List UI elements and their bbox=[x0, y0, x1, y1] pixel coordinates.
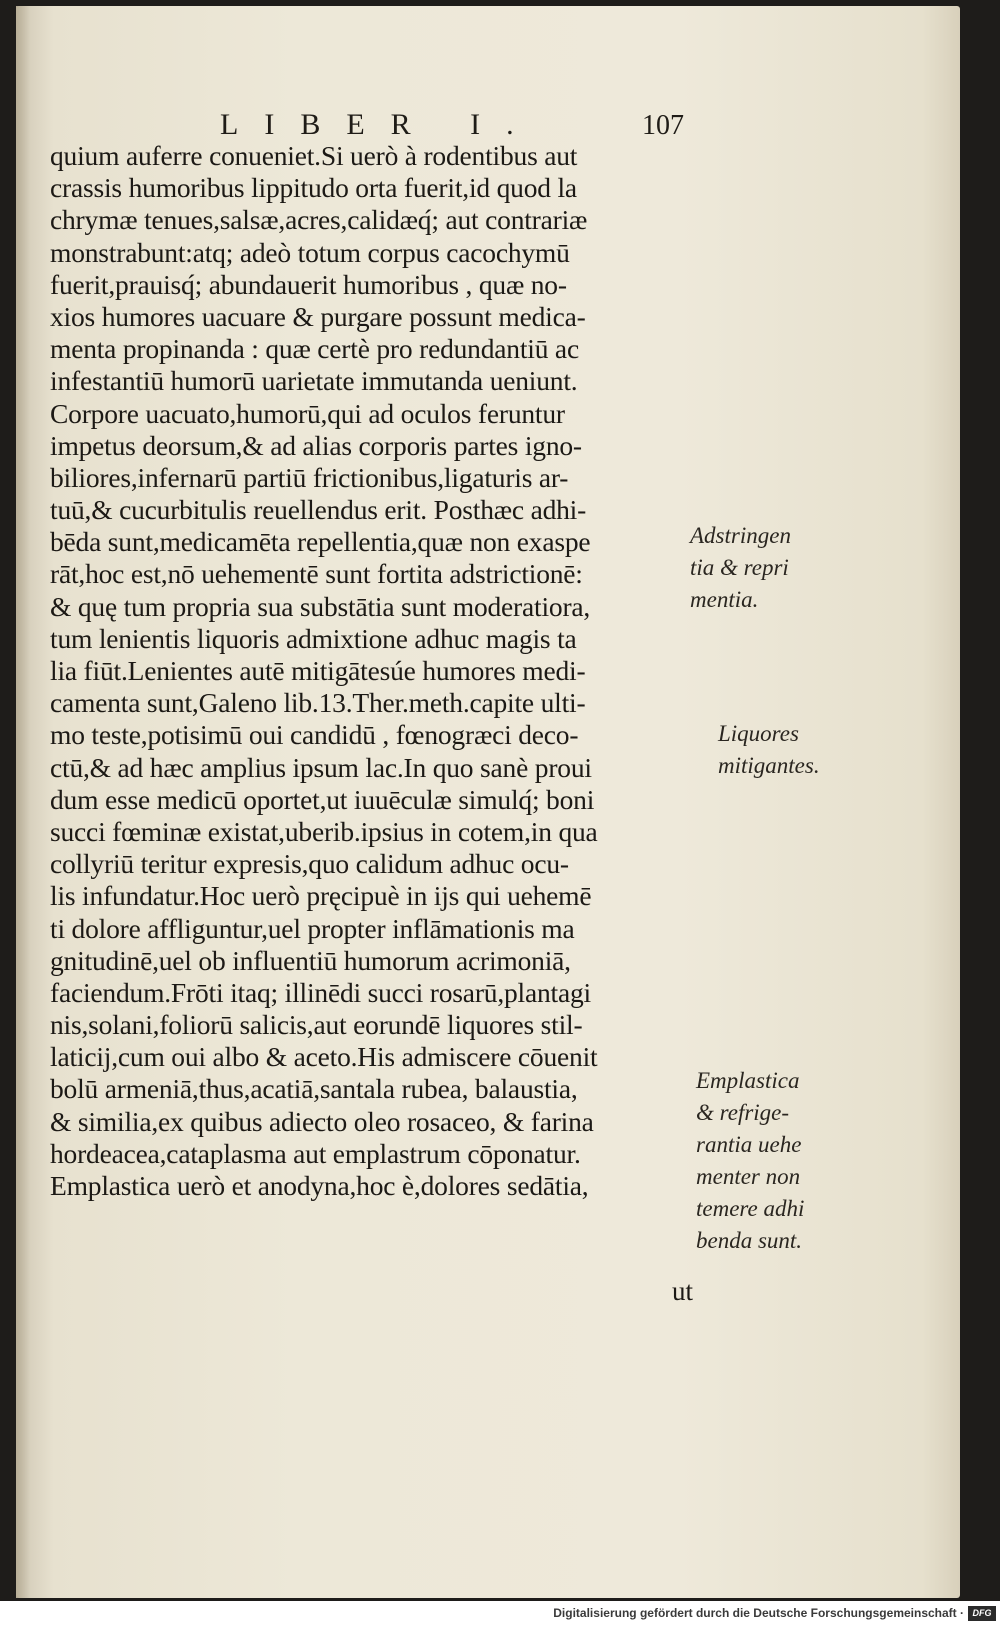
dfg-logo: DFG bbox=[968, 1606, 996, 1621]
text-line: succi fœminæ existat,uberib.ipsius in cotem,in qua bbox=[50, 815, 598, 847]
marginal-line: tia & repri bbox=[690, 555, 789, 580]
text-line: mo teste,potisimū oui candidū , fœnogræci deco- bbox=[50, 719, 579, 751]
text-line: Emplastica uerò et anodyna,hoc è,dolores sedātia, bbox=[50, 1170, 589, 1201]
text-line: & similia,ex quibus adiecto oleo rosaceo, & farina bbox=[50, 1105, 594, 1137]
text-line: faciendum.Frōti itaq; illinēdi succi rosarū,plantagi bbox=[50, 976, 591, 1008]
text-line: gnitudinē,uel ob influentiū humorum acrimoniā, bbox=[50, 944, 571, 976]
text-line: ctū,& ad hæc amplius ipsum lac.In quo sanè proui bbox=[50, 751, 592, 783]
text-line: camenta sunt,Galeno lib.13.Ther.meth.capite ulti- bbox=[50, 687, 586, 719]
text-line: chrymæ tenues,salsæ,acres,calidæq́; aut contrariæ bbox=[50, 204, 588, 236]
funding-notice: Digitalisierung gefördert durch die Deutsche Forschungsgemeinschaft · bbox=[553, 1606, 964, 1620]
text-line: bolū armeniā,thus,acatiā,santala rubea, balaustia, bbox=[50, 1073, 578, 1105]
page-number: 107 bbox=[642, 110, 684, 141]
marginal-line: menter non bbox=[696, 1164, 801, 1189]
digitization-footer bbox=[0, 1601, 1000, 1627]
marginal-line: mitigantes. bbox=[718, 753, 820, 778]
text-line: nis,solani,foliorū salicis,aut eorundē liquores stil- bbox=[50, 1009, 583, 1041]
text-line: & quę tum propria sua substātia sunt moderatiora, bbox=[50, 590, 591, 622]
catchword: ut bbox=[672, 1276, 694, 1306]
marginal-line: Liquores bbox=[718, 721, 799, 746]
marginal-line: rantia uehe bbox=[696, 1132, 802, 1157]
marginal-note-liquores bbox=[718, 718, 820, 782]
text-line: impetus deorsum,& ad alias corporis partes igno- bbox=[50, 429, 582, 461]
marginal-line: & refrige- bbox=[696, 1100, 790, 1125]
text-line: laticij,cum oui albo & aceto.His admiscere cōuenit bbox=[50, 1041, 598, 1073]
marginal-note-adstringentia bbox=[690, 520, 791, 616]
marginal-note-emplastica bbox=[696, 1065, 804, 1257]
text-line: tum lenientis liquoris admixtione adhuc magis ta bbox=[50, 622, 577, 654]
marginal-line: mentia. bbox=[690, 587, 759, 612]
text-line: crassis humoribus lippitudo orta fuerit,id quod la bbox=[50, 172, 577, 204]
page-gutter-shadow bbox=[16, 6, 30, 1598]
text-line: tuū,& cucurbitulis reuellendus erit. Posthæc adhi- bbox=[50, 494, 587, 526]
marginal-line: temere adhi bbox=[696, 1196, 805, 1221]
text-line: dum esse medicū oportet,ut iuuēculæ simulq́; boni bbox=[50, 783, 595, 815]
text-line: rāt,hoc est,nō uehementē sunt fortita adstrictionē: bbox=[50, 558, 583, 590]
text-line: monstrabunt:atq; adeò totum corpus cacochymū bbox=[50, 236, 570, 268]
text-line: ti dolore affliguntur,uel propter inflāmationis ma bbox=[50, 912, 575, 944]
marginal-line: Adstringen bbox=[690, 523, 791, 548]
marginal-line: benda sunt. bbox=[696, 1228, 803, 1253]
text-line: infestantiū humorū uarietate immutanda ueniunt. bbox=[50, 365, 578, 397]
marginal-line: Emplastica bbox=[696, 1068, 800, 1093]
text-line: lia fiūt.Lenientes autē mitigātesúe humores medi- bbox=[50, 655, 586, 686]
text-line: menta propinanda : quæ certè pro redundantiū ac bbox=[50, 333, 579, 365]
text-line: Corpore uacuato,humorū,qui ad oculos feruntur bbox=[50, 397, 565, 429]
text-line: quium auferre conueniet.Si uerò à rodentibus aut bbox=[50, 140, 578, 171]
text-line: hordeacea,cataplasma aut emplastrum cōponatur. bbox=[50, 1137, 581, 1169]
running-head: LIBER I. bbox=[220, 108, 540, 141]
text-line: bēda sunt,medicamēta repellentia,quæ non exaspe bbox=[50, 526, 591, 558]
body-text bbox=[50, 140, 700, 1202]
text-line: xios humores uacuare & purgare possunt medica- bbox=[50, 300, 586, 332]
text-line: collyriū teritur expresis,quo calidum adhuc ocu- bbox=[50, 848, 569, 880]
text-line: lis infundatur.Hoc uerò pręcipuè in ijs qui uehemē bbox=[50, 880, 592, 912]
text-line: fuerit,prauisq́; abundauerit humoribus , quæ no- bbox=[50, 268, 567, 300]
text-line: biliores,infernarū partiū frictionibus,ligaturis ar- bbox=[50, 461, 569, 493]
